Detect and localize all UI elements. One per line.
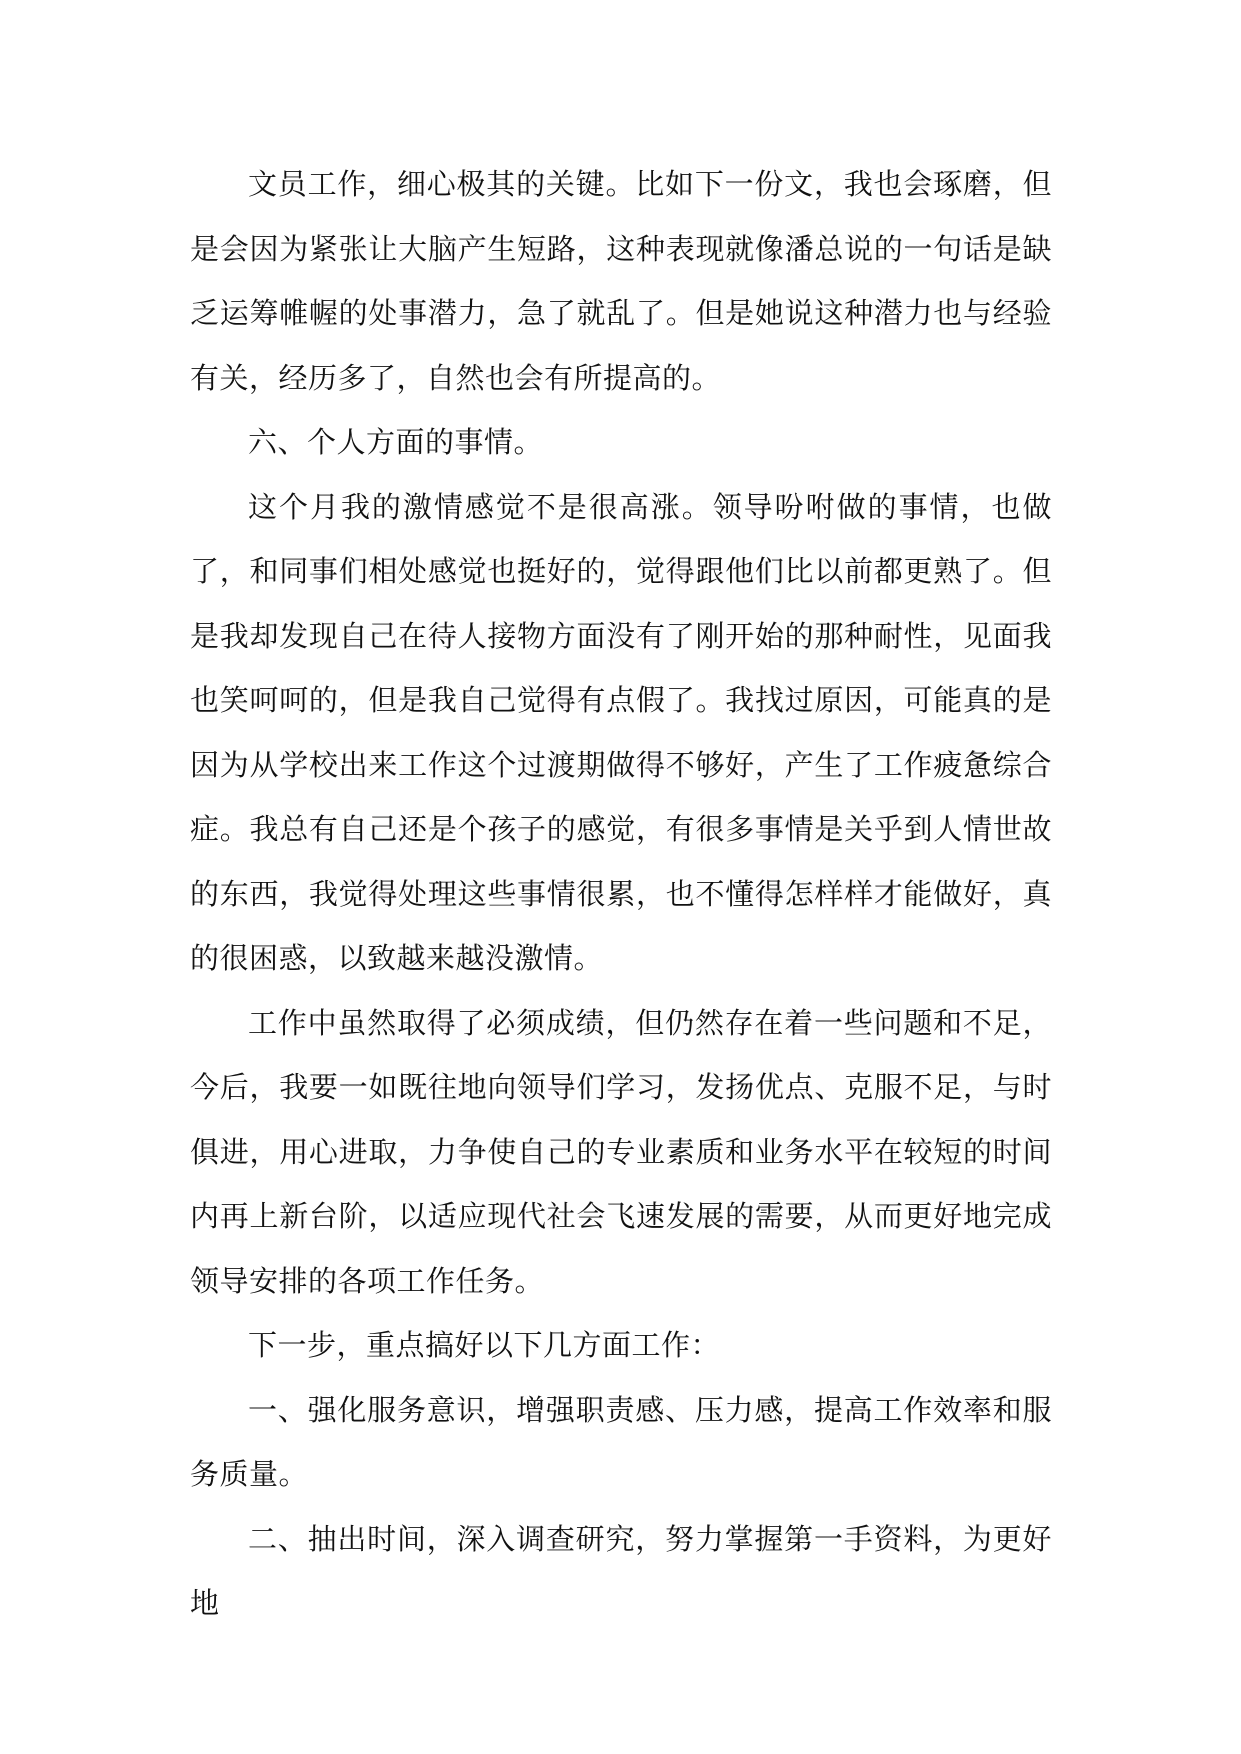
paragraph-summary-achievements: 工作中虽然取得了必须成绩，但仍然存在着一些问题和不足，今后，我要一如既往地向领导们学习，发扬优点、克服不足，与时俱进，用心进取，力争使自己的专业素质和业务水平在较短的时间内再上新台阶，以适应现代社会飞速发展的需要，从而更好地完成领导安排的各项工作任务。 (190, 1005, 1052, 1298)
heading-personal-matters: 六、个人方面的事情。 (248, 425, 544, 459)
paragraph-next-steps-intro: 下一步，重点搞好以下几方面工作： (248, 1328, 721, 1362)
paragraph-clerical-work: 文员工作，细心极其的关键。比如下一份文，我也会琢磨，但是会因为紧张让大脑产生短路，这种表现就像潘总说的一句话是缺乏运筹帷幄的处事潜力，急了就乱了。但是她说这种潜力也与经验有关，经历多了，自然也会有所提高的。 (190, 167, 1052, 395)
list-item-service-awareness: 一、强化服务意识，增强职责感、压力感，提高工作效率和服务质量。 (190, 1392, 1052, 1491)
document-body (190, 152, 1052, 1636)
paragraph-monthly-feelings: 这个月我的激情感觉不是很高涨。领导吩咐做的事情，也做了，和同事们相处感觉也挺好的，觉得跟他们比以前都更熟了。但是我却发现自己在待人接物方面没有了刚开始的那种耐性，见面我也笑呵呵的，但是我自己觉得有点假了。我找过原因，可能真的是因为从学校出来工作这个过渡期做得不够好，产生了工作疲惫综合症。我总有自己还是个孩子的感觉，有很多事情是关乎到人情世故的东西，我觉得处理这些事情很累，也不懂得怎样样才能做好，真的很困惑，以致越来越没激情。 (190, 489, 1052, 975)
list-item-investigation-research: 二、抽出时间，深入调查研究，努力掌握第一手资料，为更好地 (190, 1521, 1052, 1620)
